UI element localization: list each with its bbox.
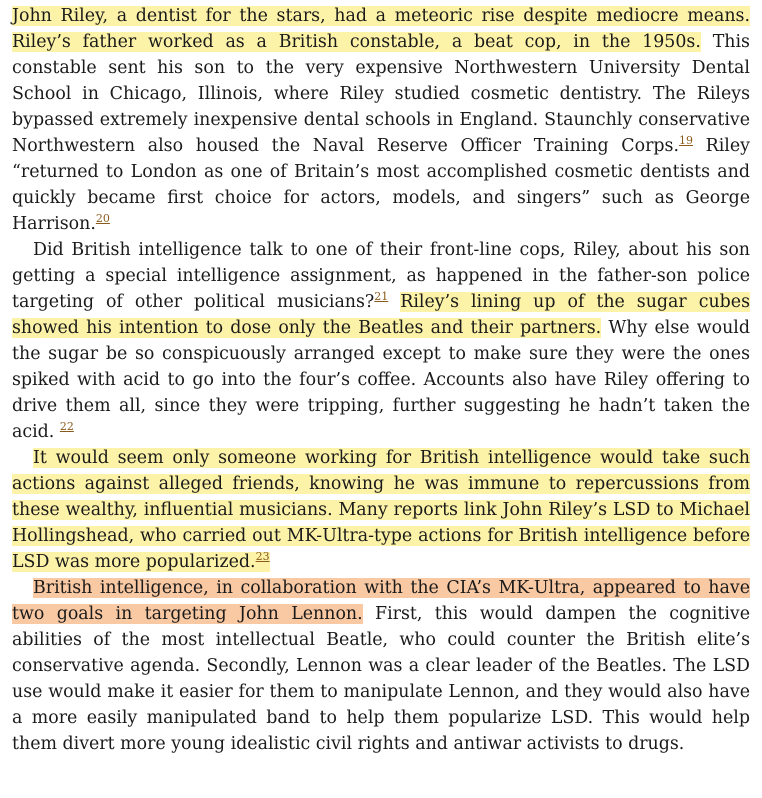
body-text: Did British intelligence talk to one of their front-line cops, Riley, about his son getting a special intelligence assignment, as happened in the father-son police targeting of other political musicians? <box>12 240 750 312</box>
footnote-link-20[interactable]: 20 <box>95 212 110 226</box>
body-text: First, this would dampen the cognitive abilities of the most intellectual Beatle, who could counter the British elite’s conservative agenda. Secondly, Lennon was a clear leader of the Beatles. The LSD use would make it easier for them to manipulate Lennon, and they would also have a more easily manipulated band to help them popularize LSD. This would help them divert more young idealistic civil rights and antiwar activists to drugs. <box>12 604 750 754</box>
footnote-link-23[interactable]: 23 <box>255 550 270 564</box>
highlight-orange[interactable]: British intelligence, in collaboration with the CIA’s MK-Ultra, appeared to have two goals in targeting John Lennon. <box>12 578 750 624</box>
paragraph-4 <box>12 575 750 757</box>
highlight-yellow[interactable]: Riley’s lining up of the sugar cubes showed his intention to dose only the Beatles and their partners. <box>12 292 750 338</box>
highlight-yellow-footnote <box>256 552 270 572</box>
highlight-yellow[interactable]: John Riley, a dentist for the stars, had a meteoric rise despite mediocre means. Riley’s father worked as a British constable, a beat cop, in the 1950s. <box>12 6 750 52</box>
footnote-link-21[interactable]: 21 <box>374 290 389 304</box>
footnote-link-19[interactable]: 19 <box>678 134 693 148</box>
footnote-link-22[interactable]: 22 <box>59 420 74 434</box>
body-text: This constable sent his son to the very expensive Northwestern University Dental School in Chicago, Illinois, where Riley studied cosmetic dentistry. The Rileys bypassed extremely inexpensive dental schools in England. Staunchly conservative Northwestern also housed the Naval Reserve Officer Training Corps. <box>12 32 750 156</box>
spacer-text <box>388 292 400 312</box>
paragraph-1 <box>12 3 750 237</box>
body-text: Riley “returned to London as one of Britain’s most accomplished cosmetic dentists and quickly became first choice for actors, models, and singers” such as George Harrison. <box>12 136 750 234</box>
paragraph-3 <box>12 445 750 575</box>
paragraph-2 <box>12 237 750 445</box>
body-text: Why else would the sugar be so conspicuously arranged except to make sure they were the ones spiked with acid to go into the four’s coffee. Accounts also have Riley offering to drive them all, since they were tripping, further suggesting he hadn’t taken the acid. <box>12 318 750 442</box>
highlight-yellow[interactable]: It would seem only someone working for British intelligence would take such actions against alleged friends, knowing he was immune to repercussions from these wealthy, influential musicians. Many reports link John Riley’s LSD to Michael Hollingshead, who carried out MK-Ultra-type actions for British intelligence before LSD was more popularized. <box>12 448 750 572</box>
